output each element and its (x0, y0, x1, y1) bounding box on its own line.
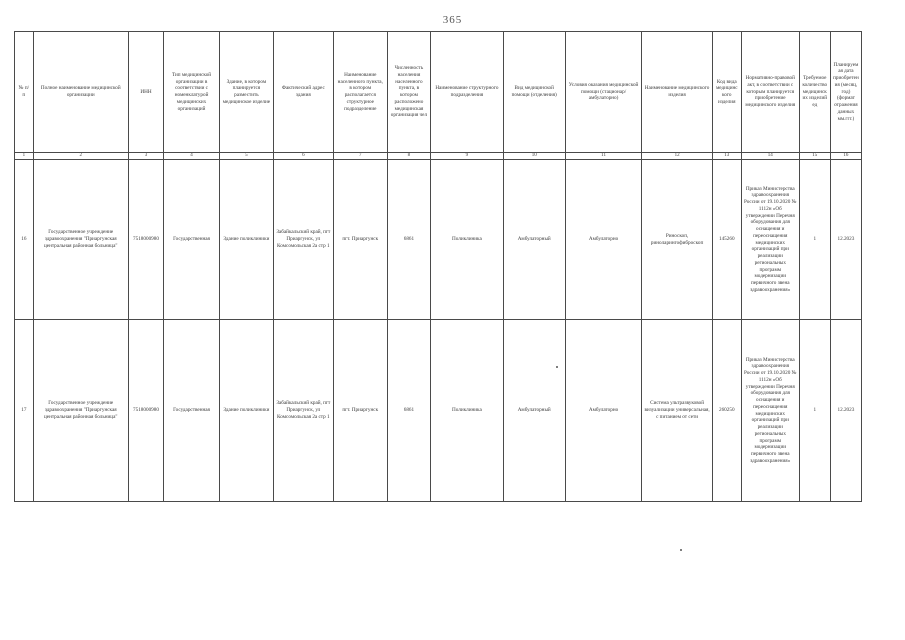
device-code: 145260 (712, 160, 741, 320)
row-number: 17 (15, 320, 34, 502)
inn: 7518000980 (128, 160, 163, 320)
device-code: 260250 (712, 320, 741, 502)
page-number: 365 (442, 14, 463, 26)
building: Здание поликлиники (219, 160, 273, 320)
quantity: 1 (799, 320, 830, 502)
header-cell: Вид медицинской помощи (отделения) (503, 32, 565, 153)
population: 6861 (387, 160, 430, 320)
legal-act: Приказ Министерства здравоохранения России от 19.10.2020 № 1112н «Об утверждении Перечня оборудования для оснащения и переоснащения медицинских организаций при реализации региональных программ модернизации первичного звена здравоохранения» (741, 320, 799, 502)
scan-speck (680, 549, 682, 551)
header-cell: Численность населения населенного пункта, в котором расположено медицинская организация чел (387, 32, 430, 153)
header-row (15, 32, 862, 153)
header-cell: Планируемая дата приобретения (месяц, год) (формат отражения данных мм.ггг.) (830, 32, 861, 153)
org-name: Государственное учреждение здравоохранения "Приаргунская центральная районная больница" (33, 320, 128, 502)
address: Забайкальский край, пгт Приаргунск, ул Комсомольская 2а стр 1 (273, 160, 333, 320)
purchase-date: 12.2023 (830, 160, 861, 320)
conditions: Амбулаторно (565, 320, 642, 502)
header-cell: Здание, в котором планируется разместить медицинское изделие (219, 32, 273, 153)
header-cell: Тип медицинской организации в соответствии с номенклатурой медицинских организаций (164, 32, 220, 153)
purchase-date: 12.2023 (830, 320, 861, 502)
conditions: Амбулаторно (565, 160, 642, 320)
table-row (15, 160, 862, 320)
settlement: пгт. Приаргунск (333, 160, 387, 320)
header-cell: Наименование населенного пункта, в котором располагается структурное подразделение (333, 32, 387, 153)
header-cell: Условия оказания медицинской помощи (стационар/амбулаторно) (565, 32, 642, 153)
column-number: 3 (128, 153, 163, 160)
quantity: 1 (799, 160, 830, 320)
header-cell: Фактический адрес здания (273, 32, 333, 153)
column-number: 9 (431, 153, 503, 160)
org-name: Государственное учреждение здравоохранения "Приаргунская центральная районная больница" (33, 160, 128, 320)
column-number: 16 (830, 153, 861, 160)
building: Здание поликлиники (219, 320, 273, 502)
header-cell: Наименование медицинского изделия (642, 32, 712, 153)
header-cell: № п/ п (15, 32, 34, 153)
header-cell: Полное наименование медицинской организации (33, 32, 128, 153)
population: 6861 (387, 320, 430, 502)
column-number: 8 (387, 153, 430, 160)
header-cell: Нормативно-правовой акт, в соответствии с которым планируется приобретение медицинского изделия (741, 32, 799, 153)
scan-speck (556, 366, 558, 368)
legal-act: Приказ Министерства здравоохранения России от 19.10.2020 № 1112н «Об утверждении Перечня оборудования для оснащения и переоснащения медицинских организаций при реализации региональных программ модернизации первичного звена здравоохранения» (741, 160, 799, 320)
equipment-register-table (14, 31, 862, 502)
column-number: 1 (15, 153, 34, 160)
column-number: 7 (333, 153, 387, 160)
column-number: 2 (33, 153, 128, 160)
care-type: Амбулаторный (503, 160, 565, 320)
column-number: 6 (273, 153, 333, 160)
care-type: Амбулаторный (503, 320, 565, 502)
org-type: Государственная (164, 320, 220, 502)
column-number: 5 (219, 153, 273, 160)
column-number-row (15, 153, 862, 160)
device-name: Система ультразвуковой визуализации универсальная, с питанием от сети (642, 320, 712, 502)
address: Забайкальский край, пгт Приаргунск, ул Комсомольская 2а стр 1 (273, 320, 333, 502)
column-number: 10 (503, 153, 565, 160)
device-name: Риноскоп, риноларингофиброскоп (642, 160, 712, 320)
unit: Поликлиника (431, 160, 503, 320)
header-cell: Наименование структурного подразделения (431, 32, 503, 153)
table-row (15, 320, 862, 502)
header-cell: Требуемое количество медицинских изделий ед (799, 32, 830, 153)
inn: 7518000980 (128, 320, 163, 502)
settlement: пгт. Приаргунск (333, 320, 387, 502)
column-number: 12 (642, 153, 712, 160)
column-number: 14 (741, 153, 799, 160)
column-number: 13 (712, 153, 741, 160)
column-number: 4 (164, 153, 220, 160)
header-cell: Код вида медицинского изделия (712, 32, 741, 153)
unit: Поликлиника (431, 320, 503, 502)
row-number: 16 (15, 160, 34, 320)
header-cell: ИНН (128, 32, 163, 153)
column-number: 15 (799, 153, 830, 160)
column-number: 11 (565, 153, 642, 160)
org-type: Государственная (164, 160, 220, 320)
